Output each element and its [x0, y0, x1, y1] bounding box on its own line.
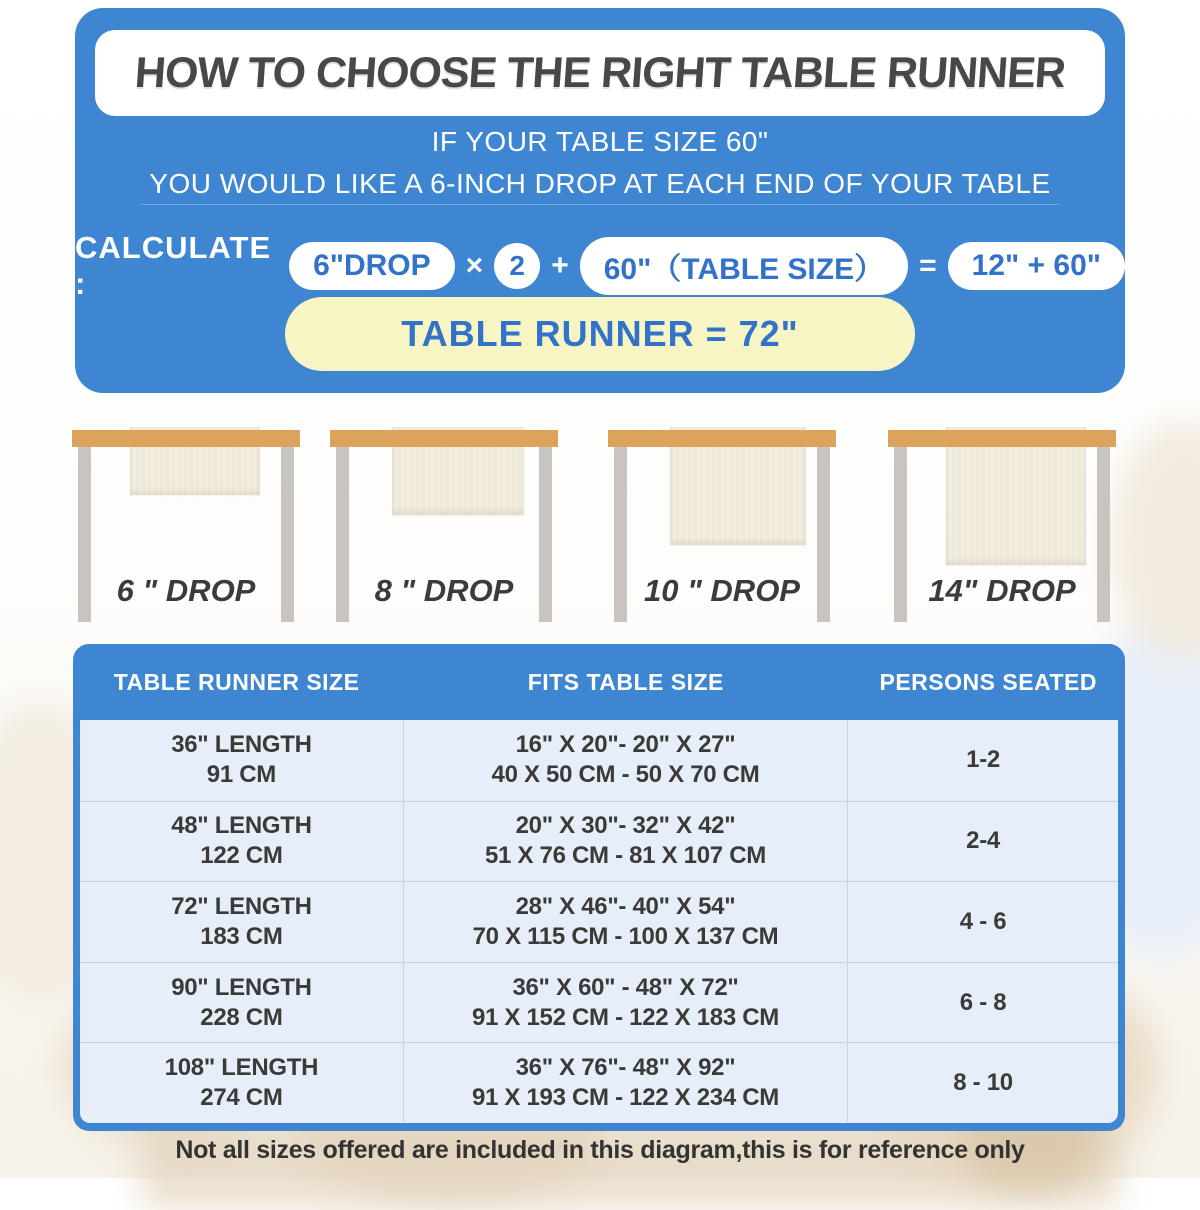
fits-table-size-cell — [403, 720, 848, 801]
runner-size-cm: 183 CM — [200, 922, 283, 950]
tabletop-graphic — [330, 430, 558, 447]
plus-sign: + — [551, 249, 569, 282]
persons-seated-cell: 2-4 — [966, 827, 1000, 855]
divider-line — [141, 204, 1059, 205]
drop-example-8in — [330, 427, 558, 627]
calculation-row — [75, 230, 1125, 302]
drop-example-10in — [608, 427, 836, 627]
column-header-persons-seated: PERSONS SEATED — [879, 668, 1097, 695]
runner-size-inches: 108" LENGTH — [164, 1054, 319, 1082]
fits-table-size-cell — [403, 963, 848, 1043]
table-row — [80, 720, 1118, 801]
drop-label: 6 " DROP — [116, 573, 256, 608]
runner-size-cm: 122 CM — [200, 842, 283, 870]
runner-size-cell — [80, 882, 403, 962]
table-row — [80, 801, 1118, 882]
title-banner — [95, 30, 1105, 116]
tabletop-graphic — [888, 430, 1116, 447]
runner-size-cm: 228 CM — [200, 1003, 283, 1031]
instruction-panel — [75, 8, 1125, 393]
runner-size-cell — [80, 802, 403, 882]
fits-size-inches: 16" X 20"- 20" X 27" — [515, 731, 736, 759]
page-title: HOW TO CHOOSE THE RIGHT TABLE RUNNER — [133, 48, 1067, 97]
fits-size-cm: 51 X 76 CM - 81 X 107 CM — [484, 842, 766, 870]
footnote: Not all sizes offered are included in this diagram,this is for reference only — [175, 1136, 1025, 1164]
drop-example-6in — [72, 427, 300, 627]
table-row — [80, 1042, 1118, 1123]
drop-label: 14" DROP — [928, 573, 1076, 608]
fits-table-size-cell — [403, 882, 848, 962]
calculate-label: CALCULATE : — [75, 230, 272, 301]
drop-label: 10 " DROP — [644, 573, 800, 608]
drop-example-14in — [888, 427, 1116, 627]
fits-size-cm: 40 X 50 CM - 50 X 70 CM — [491, 761, 760, 789]
tabletop-graphic — [72, 430, 300, 447]
runner-size-inches: 48" LENGTH — [171, 812, 312, 840]
equals-sign: = — [919, 249, 937, 282]
persons-seated-cell: 4 - 6 — [959, 907, 1007, 935]
persons-seated-cell: 1-2 — [966, 746, 1000, 774]
fits-size-inches: 36" X 60" - 48" X 72" — [512, 973, 739, 1001]
drop-value-pill: 6"DROP — [289, 242, 455, 290]
fits-table-size-cell — [403, 802, 848, 882]
fits-size-cm: 91 X 152 CM - 122 X 183 CM — [471, 1003, 779, 1031]
subtitle-line-1: IF YOUR TABLE SIZE 60" — [431, 126, 769, 157]
multiplier-circle: 2 — [494, 243, 540, 289]
runner-size-cm: 91 CM — [206, 761, 276, 789]
table-row — [80, 881, 1118, 962]
subtitle-line-2: YOU WOULD LIKE A 6-INCH DROP AT EACH END OF YOUR TABLE — [149, 168, 1051, 199]
sum-pill: 12" + 60" — [948, 242, 1125, 290]
fits-size-inches: 20" X 30"- 32" X 42" — [515, 812, 736, 840]
fits-size-inches: 36" X 76"- 48" X 92" — [515, 1054, 736, 1082]
runner-size-inches: 36" LENGTH — [171, 731, 312, 759]
background-blur-blob — [1110, 420, 1200, 660]
size-chart-header — [73, 644, 1125, 720]
runner-size-inches: 90" LENGTH — [171, 973, 312, 1001]
runner-size-cell — [80, 1043, 403, 1123]
runner-size-cm: 274 CM — [200, 1084, 283, 1112]
fits-size-inches: 28" X 46"- 40" X 54" — [515, 892, 736, 920]
runner-size-cell — [80, 963, 403, 1043]
fits-table-size-cell — [403, 1043, 848, 1123]
persons-seated-cell: 6 - 8 — [959, 988, 1007, 1016]
result-pill: TABLE RUNNER = 72" — [285, 297, 915, 371]
multiply-sign: × — [465, 249, 484, 282]
drop-label: 8 " DROP — [374, 573, 514, 608]
table-size-pill: 60"（TABLE SIZE） — [580, 237, 908, 295]
table-row — [80, 962, 1118, 1043]
tabletop-graphic — [608, 430, 836, 447]
persons-seated-cell: 8 - 10 — [953, 1069, 1013, 1097]
fits-size-cm: 91 X 193 CM - 122 X 234 CM — [471, 1084, 779, 1112]
runner-size-cell — [80, 720, 403, 801]
column-header-fits-table-size: FITS TABLE SIZE — [527, 668, 724, 695]
size-chart-body — [80, 720, 1118, 1123]
column-header-runner-size: TABLE RUNNER SIZE — [113, 668, 360, 695]
fits-size-cm: 70 X 115 CM - 100 X 137 CM — [472, 922, 779, 950]
table-runner-graphic — [946, 427, 1086, 565]
runner-size-inches: 72" LENGTH — [171, 892, 312, 920]
size-chart-panel — [73, 644, 1125, 1131]
